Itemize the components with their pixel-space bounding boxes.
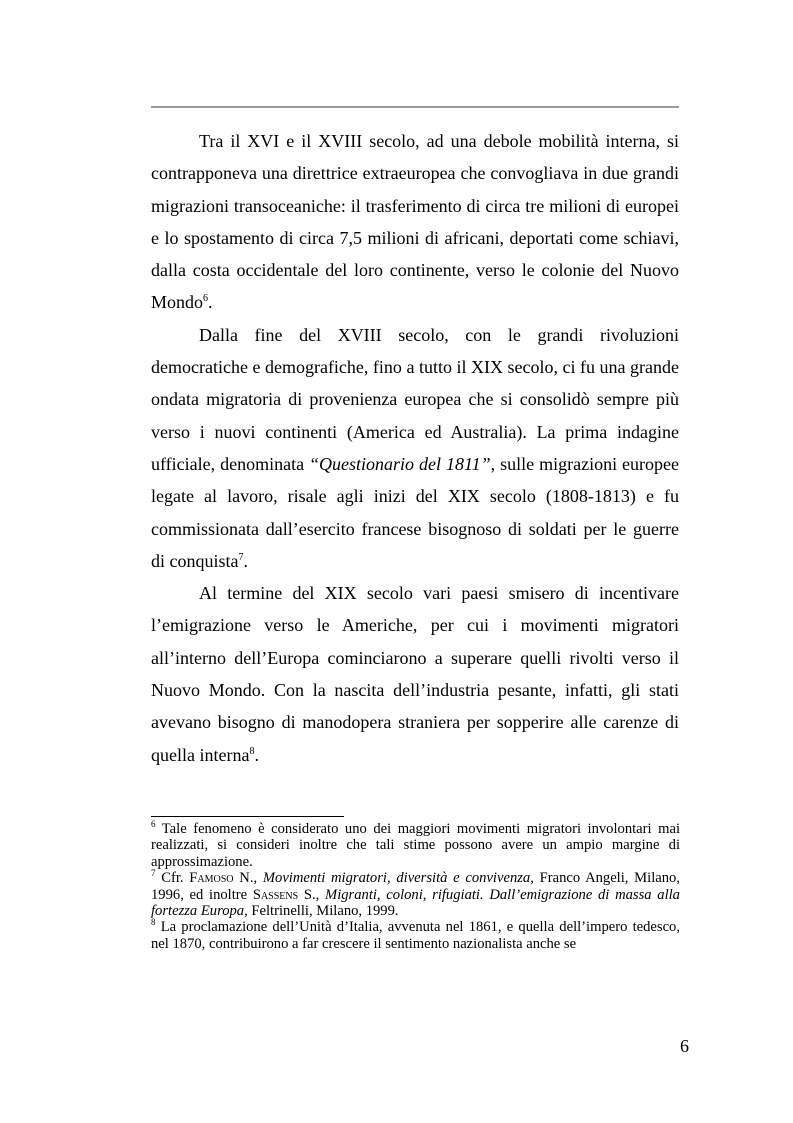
footnote-ref-8[interactable]: 8 <box>249 745 255 757</box>
survey-title: “Questionario del 1811” <box>309 453 491 474</box>
footnote-ref-7[interactable]: 7 <box>238 551 244 563</box>
header-rule <box>151 106 679 108</box>
author-famoso: Famoso <box>189 870 234 887</box>
footnote-7: $^7$ Cfr. Famoso N., Movimenti migratori, diversità e convivenza, Franco Angeli, Milano, 1996, ed inoltre Sassens S., Migranti, coloni, rifugiati. Dall’emigrazione di massa alla fortezza Europa, Feltrinelli, Milano, 1999. <box>151 868 680 920</box>
main-text <box>151 125 679 771</box>
footnote-ref-6[interactable]: 6 <box>203 293 209 305</box>
book-title-1: Movimenti migratori, diversità e convivenza <box>262 870 531 887</box>
footnotes <box>151 821 680 952</box>
book-title-2: Migranti, coloni, rifugiati. Dall’emigrazione di massa alla fortezza Europa <box>151 886 680 920</box>
footnote-8: $^8$ La proclamazione dell’Unità d’Italia, avvenuta nel 1861, e quella dell’impero tedesco, nel 1870, contribuirono a far crescere il sentimento nazionalista anche se <box>151 917 680 952</box>
paragraph-3: Al termine del XIX secolo vari paesi smisero di incentivare l’emigrazione verso le Americhe, per cui i movimenti migratori all’interno dell’Europa cominciarono a superare quelli rivolti verso il Nuovo Mondo. Con la nascita dell’industria pesante, infatti, gli stati avevano bisogno di manodopera straniera per sopperire alle carenze di quella interna$^8$. <box>151 583 679 765</box>
author-sassens: Sassens <box>252 886 299 903</box>
footnote-6: $^6$ Tale fenomeno è considerato uno dei maggiori movimenti migratori involontari mai realizzati, si consideri inoltre che tali stime possono avere un ampio margine di approssimazione. <box>151 819 680 870</box>
paragraph-2: Dalla fine del XVIII secolo, con le grandi rivoluzioni democratiche e demografiche, fino a tutto il XIX secolo, ci fu una grande ondata migratoria di provenienza europea che si consolidò sempre più verso i nuovi continenti (America ed Australia). La prima indagine ufficiale, denominata “Questionario del 1811”, sulle migrazioni europee legate al lavoro, risale agli inizi del XIX secolo (1808-1813) e fu commissionata dall’esercito francese bisognoso di soldati per le guerre di conquista$^7$. <box>151 324 680 571</box>
paragraph-1: Tra il XVI e il XVIII secolo, ad una debole mobilità interna, si contrapponeva una direttrice extraeuropea che convogliava in due grandi migrazioni transoceaniche: il trasferimento di circa tre milioni di europei e lo spostamento di circa 7,5 milioni di africani, deportati come schiavi, dalla costa occidentale del loro continente, verso le colonie del Nuovo Mondo$^6$. <box>151 131 679 313</box>
page-number: 6 <box>680 1036 689 1056</box>
footnote-separator <box>151 816 344 817</box>
